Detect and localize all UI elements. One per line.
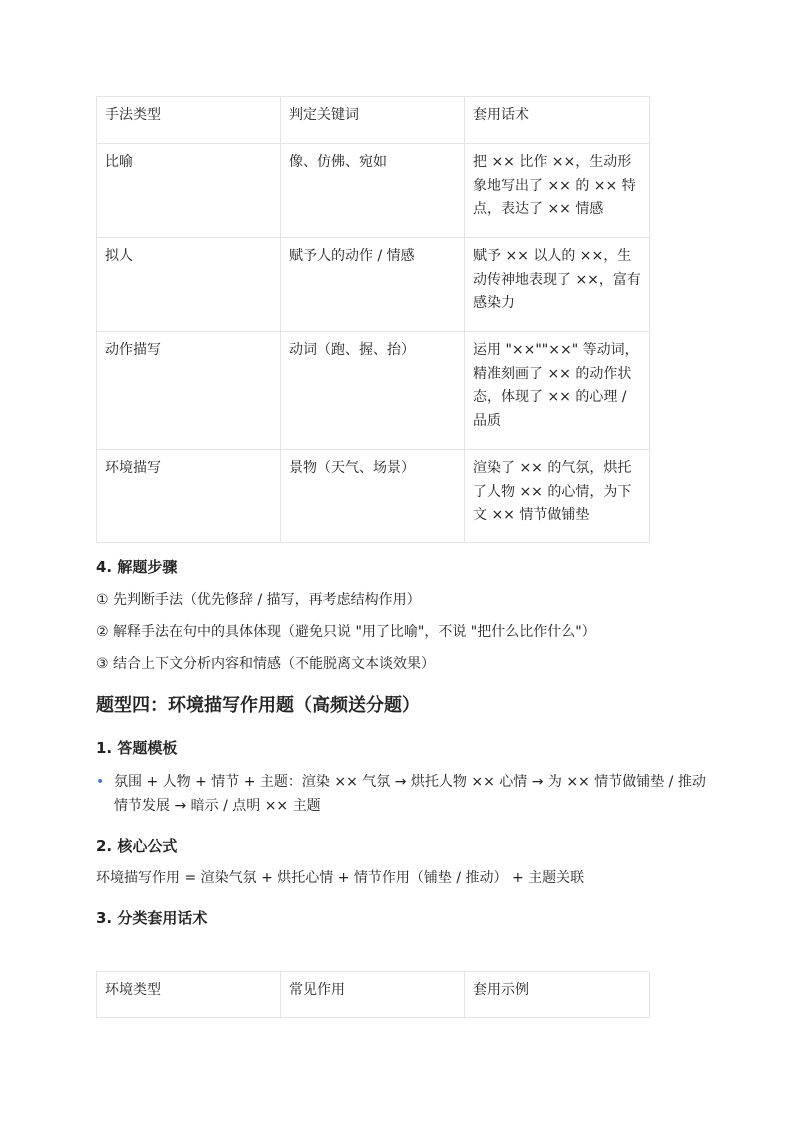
step-item: ③ 结合上下文分析内容和情感（不能脱离文本谈效果）	[96, 656, 435, 672]
table-header-cell: 判定关键词	[281, 97, 465, 144]
table-header-cell: 常见作用	[281, 972, 465, 1018]
table-header-cell: 套用示例	[465, 972, 650, 1018]
table-cell: 比喻	[97, 144, 281, 238]
step-item: ② 解释手法在句中的具体体现（避免只说 "用了比喻"，不说 "把什么比作什么"）	[96, 624, 596, 640]
table-row	[97, 144, 650, 238]
section-title: 题型四：环境描写作用题（高频送分题）	[96, 695, 420, 716]
table-cell: 把 ×× 比作 ××，生动形象地写出了 ×× 的 ×× 特点，表达了 ×× 情感	[465, 144, 650, 238]
table-cell: 拟人	[97, 238, 281, 332]
steps-heading: 4. 解题步骤	[96, 558, 178, 576]
table-row	[97, 238, 650, 332]
template-heading: 1. 答题模板	[96, 739, 178, 757]
table-cell: 赋予 ×× 以人的 ××，生动传神地表现了 ××，富有感染力	[465, 238, 650, 332]
table-cell: 环境描写	[97, 450, 281, 543]
template-text: 氛围 + 人物 + 情节 + 主题：渲染 ×× 气氛 → 烘托人物 ×× 心情 → 为 ×× 情节做铺垫 / 推动情节发展 → 暗示 / 点明 ×× 主题	[114, 774, 706, 814]
table-header-row	[97, 97, 650, 144]
formula-text: 环境描写作用 = 渲染气氛 + 烘托心情 + 情节作用（铺垫 / 推动） + 主题关联	[96, 870, 585, 886]
table-cell: 运用 "××""××" 等动词，精准刻画了 ×× 的动作状态，体现了 ×× 的心理 / 品质	[465, 332, 650, 450]
table-header-cell: 环境类型	[97, 972, 281, 1018]
table-cell: 景物（天气、场景）	[281, 450, 465, 543]
technique-table	[96, 96, 650, 543]
formula-heading: 2. 核心公式	[96, 837, 178, 855]
phrases-heading: 3. 分类套用话术	[96, 909, 208, 927]
table-header-cell: 手法类型	[97, 97, 281, 144]
table-cell: 动作描写	[97, 332, 281, 450]
step-item: ① 先判断手法（优先修辞 / 描写，再考虑结构作用）	[96, 592, 421, 608]
table-cell: 赋予人的动作 / 情感	[281, 238, 465, 332]
table-cell: 渲染了 ×× 的气氛，烘托了人物 ×× 的心情，为下文 ×× 情节做铺垫	[465, 450, 650, 543]
table-cell: 动词（跑、握、抬）	[281, 332, 465, 450]
table-row	[97, 332, 650, 450]
table-row	[97, 450, 650, 543]
bullet-icon: •	[96, 774, 105, 790]
table-cell: 像、仿佛、宛如	[281, 144, 465, 238]
table-header-cell: 套用话术	[465, 97, 650, 144]
environment-table	[96, 971, 650, 1018]
table-header-row	[97, 972, 650, 1018]
template-list-item	[96, 770, 716, 818]
document-page	[96, 96, 716, 1018]
